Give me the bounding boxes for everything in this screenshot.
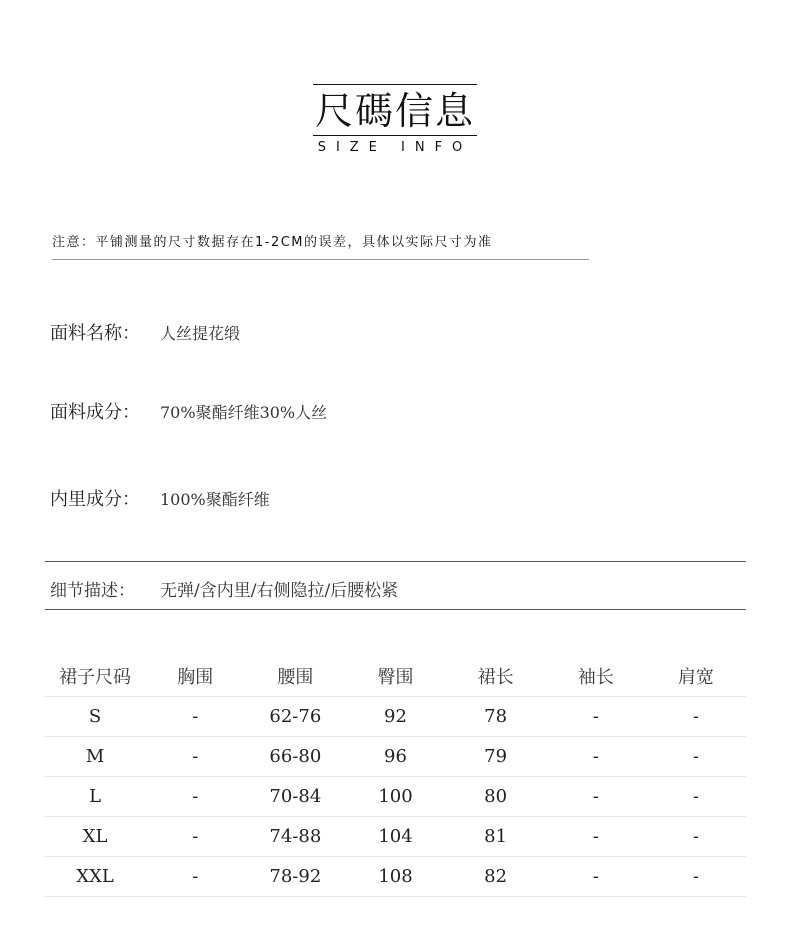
cell-bust: - [145, 777, 245, 817]
details-label: 细节描述： [50, 581, 135, 601]
header-hip: 臀围 [377, 667, 414, 688]
cell-hip: 100 [345, 777, 445, 817]
details-divider-top [45, 561, 746, 562]
table-row [45, 697, 746, 737]
size-table [45, 656, 746, 897]
cell-size: XXL [45, 857, 145, 897]
cell-bust: - [145, 817, 245, 857]
cell-skirt-length: 79 [446, 737, 546, 777]
details-row [50, 576, 398, 601]
table-row [45, 857, 746, 897]
fabric-name-value: 人丝提花缎 [160, 324, 241, 343]
cell-shoulder-width: - [646, 737, 746, 777]
cell-hip: 96 [345, 737, 445, 777]
header-skirt-length: 裙长 [477, 667, 514, 688]
cell-skirt-length: 78 [446, 697, 546, 737]
cell-hip: 108 [345, 857, 445, 897]
fabric-composition-label: 面料成分： [50, 402, 140, 423]
cell-bust: - [145, 737, 245, 777]
cell-skirt-length: 80 [446, 777, 546, 817]
lining-composition-value: 100%聚酯纤维 [160, 490, 270, 509]
cell-size: M [45, 737, 145, 777]
page-subtitle: SIZE INFO [317, 140, 473, 155]
cell-shoulder-width: - [646, 777, 746, 817]
header-shoulder-width: 肩宽 [677, 667, 714, 688]
cell-hip: 104 [345, 817, 445, 857]
cell-size: S [45, 697, 145, 737]
title-frame [313, 84, 477, 136]
cell-shoulder-width: - [646, 857, 746, 897]
table-row [45, 817, 746, 857]
cell-bust: - [145, 857, 245, 897]
header-size: 裙子尺码 [59, 667, 132, 688]
cell-sleeve-length: - [546, 777, 646, 817]
cell-waist: 70-84 [245, 777, 345, 817]
lining-composition-label: 内里成分： [50, 489, 140, 510]
cell-shoulder-width: - [646, 697, 746, 737]
title-block [0, 84, 790, 136]
details-divider-bottom [45, 609, 746, 610]
page-title: 尺碼信息 [314, 89, 475, 133]
cell-sleeve-length: - [546, 857, 646, 897]
fabric-name-row [50, 319, 240, 345]
notice-divider [52, 259, 589, 260]
table-row [45, 777, 746, 817]
cell-bust: - [145, 697, 245, 737]
fabric-composition-row [50, 398, 327, 424]
cell-size: L [45, 777, 145, 817]
fabric-name-label: 面料名称： [50, 323, 140, 344]
cell-sleeve-length: - [546, 697, 646, 737]
cell-skirt-length: 82 [446, 857, 546, 897]
measurement-notice: 注意：平铺测量的尺寸数据存在1-2CM的误差，具体以实际尺寸为准 [52, 235, 493, 250]
cell-hip: 92 [345, 697, 445, 737]
fabric-composition-value: 70%聚酯纤维30%人丝 [160, 403, 328, 422]
size-table-header-row [45, 656, 746, 697]
cell-shoulder-width: - [646, 817, 746, 857]
cell-waist: 78-92 [245, 857, 345, 897]
header-sleeve-length: 袖长 [577, 667, 614, 688]
cell-waist: 66-80 [245, 737, 345, 777]
header-bust: 胸围 [177, 667, 214, 688]
cell-sleeve-length: - [546, 817, 646, 857]
cell-size: XL [45, 817, 145, 857]
cell-waist: 62-76 [245, 697, 345, 737]
cell-skirt-length: 81 [446, 817, 546, 857]
cell-sleeve-length: - [546, 737, 646, 777]
lining-composition-row [50, 485, 270, 511]
header-waist: 腰围 [277, 667, 314, 688]
table-row [45, 737, 746, 777]
details-value: 无弹/含内里/右侧隐拉/后腰松紧 [160, 581, 399, 601]
cell-waist: 74-88 [245, 817, 345, 857]
